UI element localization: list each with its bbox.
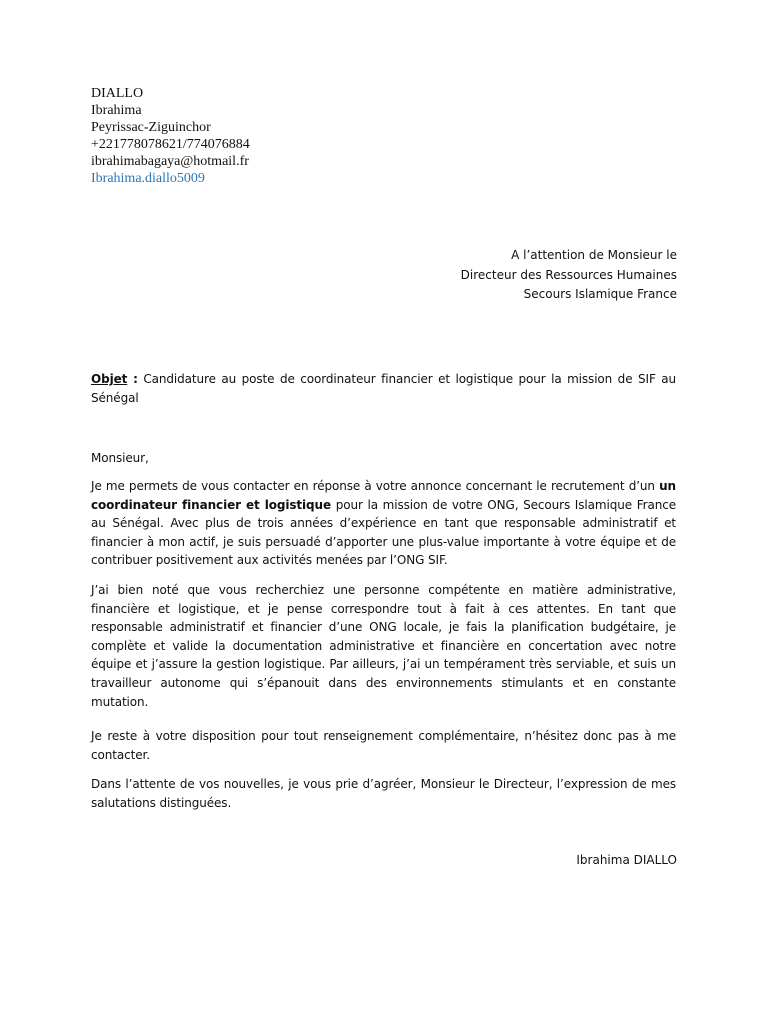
sender-skype-link[interactable]: Ibrahima.diallo5009 (91, 171, 205, 186)
paragraph-1-rest: pour la mission de votre ONG, Secours Islamique France au Sénégal. Avec plus de trois années d’expérience en tant que responsable administratif et financier à mon actif, je suis persuadé d’apporter une plus-value importante à votre équipe et de contribuer positivement aux activités menées par l’ONG SIF. (91, 497, 676, 568)
paragraph-1 (91, 477, 676, 570)
subject-label: Objet (91, 372, 128, 386)
paragraph-2: J’ai bien noté que vous recherchiez une personne compétente en matière administrative, financière et logistique, et je pense correspondre tout à fait à ces attentes. En tant que responsable administratif et financier d’une ONG locale, je fais la planification budgétaire, je complète et valide la documentation administrative et financière en concertation avec notre équipe et j’assure la gestion logistique. Par ailleurs, j’ai un tempérament très serviable, et suis un travailleur autonome qui s’épanouit dans des environnements stimulants et en constante mutation. (91, 583, 676, 709)
salutation: Monsieur, (91, 451, 149, 465)
subject-text: Candidature au poste de coordinateur financier et logistique pour la mission de SIF au Sénégal (91, 372, 677, 405)
sender-email: ibrahimabagaya@hotmail.fr (91, 154, 249, 169)
paragraph-4: Dans l’attente de vos nouvelles, je vous prie d’agréer, Monsieur le Directeur, l’expression de mes salutations distinguées. (91, 777, 676, 810)
sender-last-name: DIALLO (91, 86, 144, 101)
signature: Ibrahima DIALLO (576, 853, 677, 867)
sender-city: Peyrissac-Ziguinchor (91, 120, 211, 135)
subject-line (91, 370, 676, 407)
recipient-line-2: Directeur des Ressources Humaines (460, 267, 677, 282)
paragraph-1-intro: Je me permets de vous contacter en réponse à votre annonce concernant le recrutement d’un (91, 479, 660, 493)
recipient-line-3: Secours Islamique France (523, 287, 677, 301)
paragraph-3: Je reste à votre disposition pour tout renseignement complémentaire, n’hésitez donc pas à me contacter. (91, 729, 676, 762)
sender-first-name: Ibrahima (91, 103, 142, 118)
paragraph-1-position: un coordinateur financier et logistique (91, 479, 676, 512)
sender-phone: +221778078621/774076884 (91, 137, 250, 152)
subject-colon: : (127, 372, 138, 386)
sender-block (91, 85, 250, 187)
recipient-line-1: A l’attention de Monsieur le (511, 248, 677, 262)
recipient-block (461, 246, 677, 305)
